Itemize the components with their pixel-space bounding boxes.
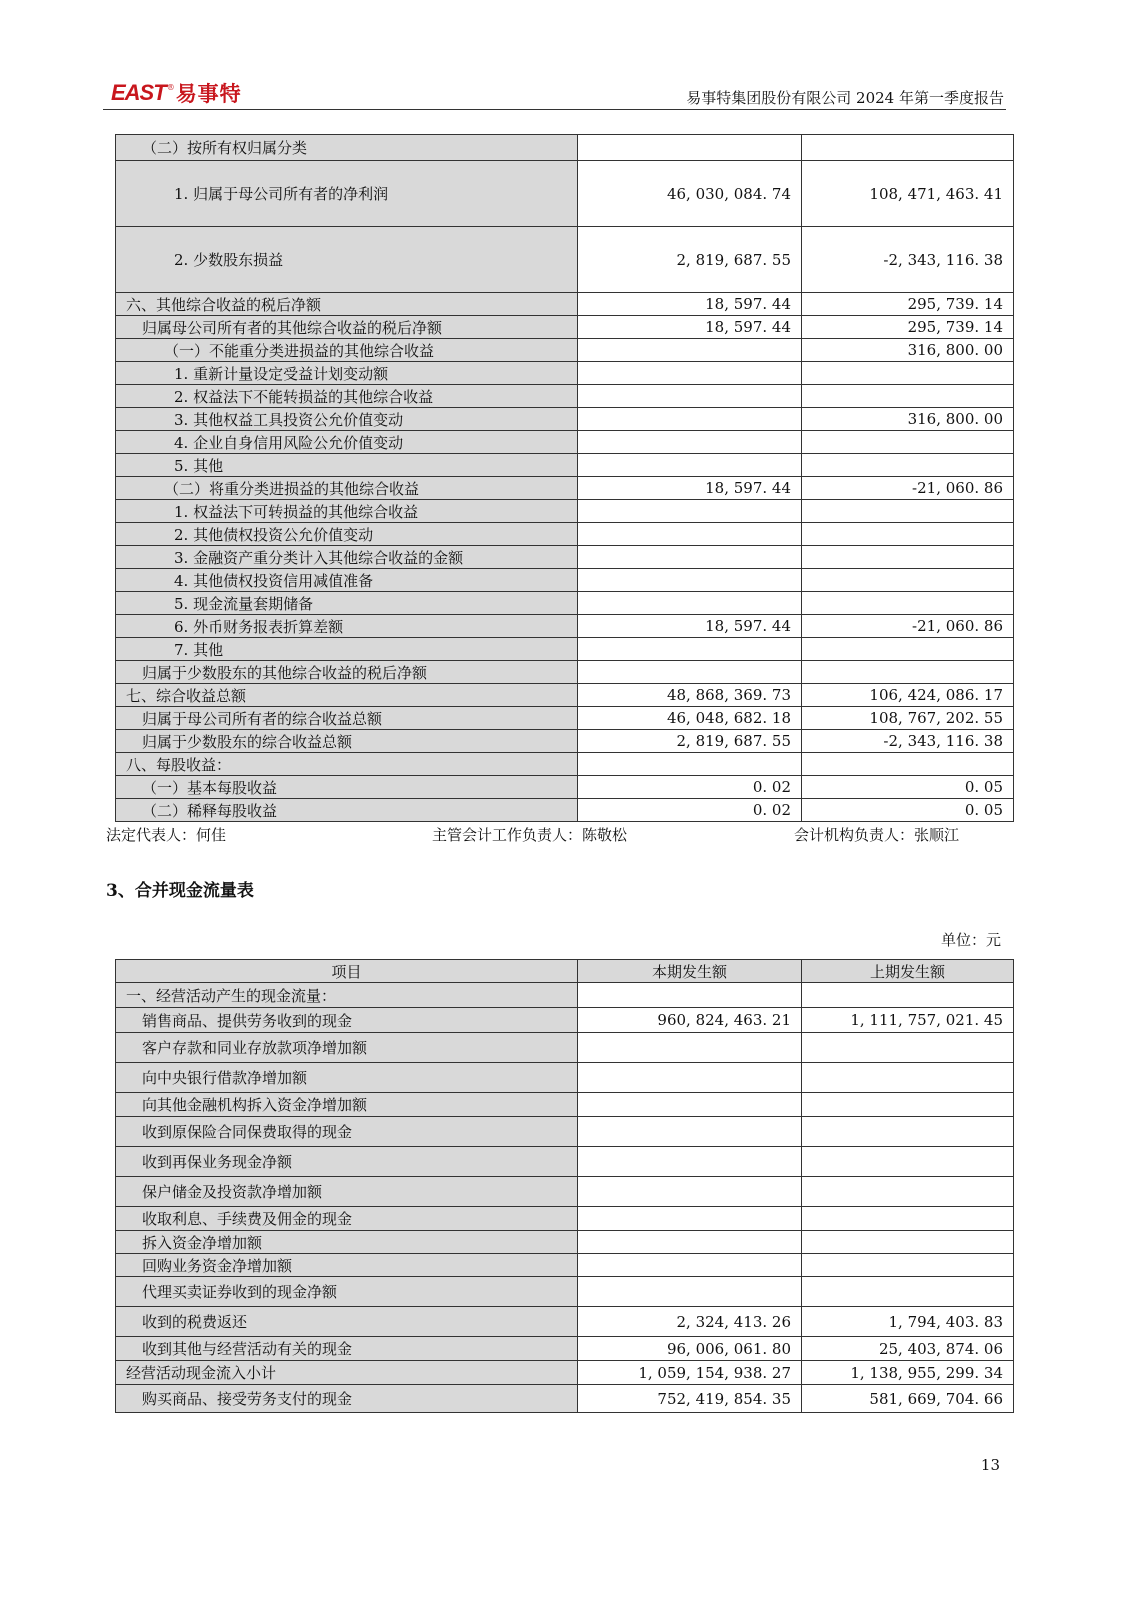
prior-period-value: [802, 1063, 1014, 1093]
registered-mark: ®: [166, 82, 175, 92]
row-label: 一、经营活动产生的现金流量：: [116, 983, 578, 1008]
row-label: （二）将重分类进损益的其他综合收益: [116, 477, 578, 500]
prior-period-value: 295, 739. 14: [802, 293, 1014, 316]
prior-period-value: [802, 523, 1014, 546]
row-label: 代理买卖证券收到的现金净额: [116, 1277, 578, 1307]
table-row: [116, 293, 1014, 316]
prior-period-value: [802, 1231, 1014, 1254]
table-row: [116, 546, 1014, 569]
current-period-value: [578, 1147, 802, 1177]
current-period-value: [578, 339, 802, 362]
table-row: [116, 615, 1014, 638]
prior-period-value: [802, 661, 1014, 684]
table-row: [116, 730, 1014, 753]
row-label: 收到其他与经营活动有关的现金: [116, 1337, 578, 1361]
table-header-row: [116, 960, 1014, 983]
current-period-value: [578, 983, 802, 1008]
current-period-value: [578, 1254, 802, 1277]
table-row: [116, 707, 1014, 730]
report-header-title: 易事特集团股份有限公司 2024 年第一季度报告: [686, 89, 1004, 107]
company-logo: [111, 78, 242, 108]
current-period-value: 0. 02: [578, 776, 802, 799]
row-label: 2. 少数股东损益: [116, 227, 578, 293]
prior-period-value: 295, 739. 14: [802, 316, 1014, 339]
table-row: [116, 500, 1014, 523]
table-row: [116, 227, 1014, 293]
row-label: 5. 现金流量套期储备: [116, 592, 578, 615]
table-row: [116, 638, 1014, 661]
table-row: [116, 1361, 1014, 1385]
prior-period-value: [802, 1033, 1014, 1063]
row-label: 归属于少数股东的综合收益总额: [116, 730, 578, 753]
row-label: 7. 其他: [116, 638, 578, 661]
table-row: [116, 135, 1014, 161]
cash-flow-table: [115, 959, 1014, 1413]
prior-period-value: 1, 138, 955, 299. 34: [802, 1361, 1014, 1385]
current-period-value: [578, 1207, 802, 1231]
table-row: [116, 161, 1014, 227]
table-row: [116, 1337, 1014, 1361]
prior-period-value: 1, 794, 403. 83: [802, 1307, 1014, 1337]
current-period-value: [578, 753, 802, 776]
table-row: [116, 316, 1014, 339]
cash-flow-section-title: 3、合并现金流量表: [106, 881, 254, 901]
current-period-value: [578, 638, 802, 661]
current-period-value: [578, 661, 802, 684]
row-label: （二）稀释每股收益: [116, 799, 578, 822]
row-label: 归属于母公司所有者的综合收益总额: [116, 707, 578, 730]
prior-period-value: [802, 983, 1014, 1008]
prior-period-value: [802, 135, 1014, 161]
prior-period-value: 25, 403, 874. 06: [802, 1337, 1014, 1361]
header-current-period: 本期发生额: [578, 960, 802, 983]
row-label: 归属于少数股东的其他综合收益的税后净额: [116, 661, 578, 684]
prior-period-value: 316, 800. 00: [802, 339, 1014, 362]
prior-period-value: 108, 767, 202. 55: [802, 707, 1014, 730]
prior-period-value: -2, 343, 116. 38: [802, 227, 1014, 293]
prior-period-value: [802, 500, 1014, 523]
current-period-value: [578, 1093, 802, 1117]
prior-period-value: 0. 05: [802, 799, 1014, 822]
row-label: 六、其他综合收益的税后净额: [116, 293, 578, 316]
table-row: [116, 592, 1014, 615]
accounting-head: 主管会计工作负责人：陈敬松: [432, 826, 628, 844]
row-label: 收到再保业务现金净额: [116, 1147, 578, 1177]
current-period-value: 48, 868, 369. 73: [578, 684, 802, 707]
row-label: 2. 权益法下不能转损益的其他综合收益: [116, 385, 578, 408]
current-period-value: [578, 362, 802, 385]
table-row: [116, 1254, 1014, 1277]
current-period-value: [578, 500, 802, 523]
table-row: [116, 1033, 1014, 1063]
table-row: [116, 1385, 1014, 1413]
prior-period-value: [802, 546, 1014, 569]
page-number: 13: [980, 1456, 1000, 1474]
prior-period-value: -21, 060. 86: [802, 615, 1014, 638]
current-period-value: [578, 385, 802, 408]
row-label: 收到原保险合同保费取得的现金: [116, 1117, 578, 1147]
logo-latin-text: EAST: [111, 80, 166, 105]
row-label: 归属母公司所有者的其他综合收益的税后净额: [116, 316, 578, 339]
prior-period-value: [802, 753, 1014, 776]
current-period-value: 752, 419, 854. 35: [578, 1385, 802, 1413]
row-label: 3. 金融资产重分类计入其他综合收益的金额: [116, 546, 578, 569]
prior-period-value: [802, 1147, 1014, 1177]
table-row: [116, 569, 1014, 592]
prior-period-value: 316, 800. 00: [802, 408, 1014, 431]
row-label: 七、综合收益总额: [116, 684, 578, 707]
header-item: 项目: [116, 960, 578, 983]
current-period-value: 18, 597. 44: [578, 615, 802, 638]
current-period-value: 2, 324, 413. 26: [578, 1307, 802, 1337]
row-label: 经营活动现金流入小计: [116, 1361, 578, 1385]
row-label: 拆入资金净增加额: [116, 1231, 578, 1254]
table-row: [116, 1177, 1014, 1207]
current-period-value: [578, 1177, 802, 1207]
current-period-value: [578, 454, 802, 477]
current-period-value: 2, 819, 687. 55: [578, 227, 802, 293]
header-prior-period: 上期发生额: [802, 960, 1014, 983]
accounting-org-head: 会计机构负责人：张顺江: [794, 826, 960, 844]
prior-period-value: [802, 362, 1014, 385]
table-row: [116, 362, 1014, 385]
current-period-value: [578, 1277, 802, 1307]
current-period-value: 46, 030, 084. 74: [578, 161, 802, 227]
prior-period-value: -2, 343, 116. 38: [802, 730, 1014, 753]
current-period-value: [578, 135, 802, 161]
table-row: [116, 1307, 1014, 1337]
prior-period-value: [802, 1277, 1014, 1307]
current-period-value: [578, 408, 802, 431]
row-label: 3. 其他权益工具投资公允价值变动: [116, 408, 578, 431]
row-label: 2. 其他债权投资公允价值变动: [116, 523, 578, 546]
table-row: [116, 983, 1014, 1008]
current-period-value: [578, 592, 802, 615]
prior-period-value: [802, 592, 1014, 615]
row-label: 购买商品、接受劳务支付的现金: [116, 1385, 578, 1413]
row-label: 5. 其他: [116, 454, 578, 477]
table-row: [116, 1117, 1014, 1147]
current-period-value: 96, 006, 061. 80: [578, 1337, 802, 1361]
prior-period-value: -21, 060. 86: [802, 477, 1014, 500]
prior-period-value: [802, 569, 1014, 592]
legal-representative: 法定代表人：何佳: [106, 826, 227, 844]
table-row: [116, 1231, 1014, 1254]
table-row: [116, 799, 1014, 822]
current-period-value: 46, 048, 682. 18: [578, 707, 802, 730]
table-row: [116, 408, 1014, 431]
table-row: [116, 1207, 1014, 1231]
logo-chinese-text: 易事特: [175, 81, 242, 106]
table-row: [116, 454, 1014, 477]
table-row: [116, 1147, 1014, 1177]
prior-period-value: [802, 385, 1014, 408]
current-period-value: 1, 059, 154, 938. 27: [578, 1361, 802, 1385]
current-period-value: [578, 569, 802, 592]
prior-period-value: [802, 1117, 1014, 1147]
table-row: [116, 385, 1014, 408]
row-label: 保户储金及投资款净增加额: [116, 1177, 578, 1207]
prior-period-value: [802, 454, 1014, 477]
row-label: 收取利息、手续费及佣金的现金: [116, 1207, 578, 1231]
table-row: [116, 684, 1014, 707]
header-divider: [103, 109, 1006, 110]
income-statement-continued-table: [115, 134, 1014, 822]
current-period-value: [578, 1117, 802, 1147]
current-period-value: [578, 431, 802, 454]
table-row: [116, 1008, 1014, 1033]
row-label: （一）不能重分类进损益的其他综合收益: [116, 339, 578, 362]
row-label: 八、每股收益：: [116, 753, 578, 776]
table-row: [116, 477, 1014, 500]
row-label: 1. 重新计量设定受益计划变动额: [116, 362, 578, 385]
row-label: 6. 外币财务报表折算差额: [116, 615, 578, 638]
row-label: （二）按所有权归属分类: [116, 135, 578, 161]
current-period-value: [578, 523, 802, 546]
row-label: 回购业务资金净增加额: [116, 1254, 578, 1277]
table-row: [116, 523, 1014, 546]
row-label: （一）基本每股收益: [116, 776, 578, 799]
signatories-line: [106, 824, 1006, 846]
row-label: 4. 企业自身信用风险公允价值变动: [116, 431, 578, 454]
current-period-value: 18, 597. 44: [578, 293, 802, 316]
prior-period-value: 1, 111, 757, 021. 45: [802, 1008, 1014, 1033]
table-row: [116, 339, 1014, 362]
currency-unit: 单位：元: [940, 931, 1001, 949]
current-period-value: [578, 1231, 802, 1254]
prior-period-value: [802, 431, 1014, 454]
prior-period-value: 581, 669, 704. 66: [802, 1385, 1014, 1413]
row-label: 客户存款和同业存放款项净增加额: [116, 1033, 578, 1063]
current-period-value: 960, 824, 463. 21: [578, 1008, 802, 1033]
table-row: [116, 1093, 1014, 1117]
current-period-value: 18, 597. 44: [578, 316, 802, 339]
row-label: 4. 其他债权投资信用减值准备: [116, 569, 578, 592]
prior-period-value: [802, 1207, 1014, 1231]
prior-period-value: [802, 1254, 1014, 1277]
current-period-value: 2, 819, 687. 55: [578, 730, 802, 753]
table-row: [116, 1277, 1014, 1307]
current-period-value: [578, 546, 802, 569]
prior-period-value: 106, 424, 086. 17: [802, 684, 1014, 707]
table-row: [116, 776, 1014, 799]
row-label: 1. 归属于母公司所有者的净利润: [116, 161, 578, 227]
prior-period-value: 108, 471, 463. 41: [802, 161, 1014, 227]
current-period-value: [578, 1063, 802, 1093]
row-label: 向中央银行借款净增加额: [116, 1063, 578, 1093]
table-row: [116, 753, 1014, 776]
row-label: 销售商品、提供劳务收到的现金: [116, 1008, 578, 1033]
current-period-value: [578, 1033, 802, 1063]
row-label: 收到的税费返还: [116, 1307, 578, 1337]
prior-period-value: 0. 05: [802, 776, 1014, 799]
row-label: 向其他金融机构拆入资金净增加额: [116, 1093, 578, 1117]
table-row: [116, 661, 1014, 684]
current-period-value: 0. 02: [578, 799, 802, 822]
prior-period-value: [802, 1093, 1014, 1117]
prior-period-value: [802, 1177, 1014, 1207]
table-row: [116, 1063, 1014, 1093]
current-period-value: 18, 597. 44: [578, 477, 802, 500]
prior-period-value: [802, 638, 1014, 661]
table-row: [116, 431, 1014, 454]
row-label: 1. 权益法下可转损益的其他综合收益: [116, 500, 578, 523]
